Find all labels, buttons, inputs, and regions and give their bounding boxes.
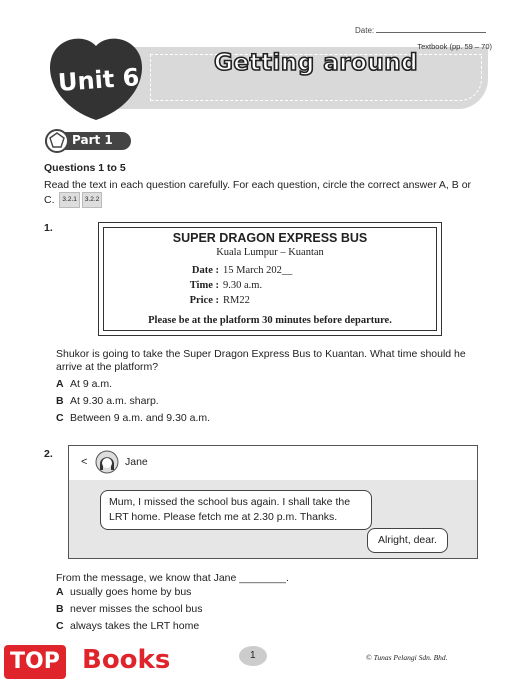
notice-price-row: Price : RM22 — [189, 295, 250, 306]
back-icon[interactable]: < — [81, 456, 88, 468]
answer-option[interactable]: A usually goes home by bus — [56, 586, 192, 598]
part-label: Part 1 — [72, 133, 113, 147]
notice-time-row: Time : 9.30 a.m. — [189, 280, 263, 291]
textbook-reference: Textbook (pp. 59 – 70) — [417, 42, 492, 51]
notice-title: SUPER DRAGON EXPRESS BUS — [172, 231, 368, 245]
watermark-logo-books: Books — [82, 645, 171, 675]
answer-option[interactable]: C always takes the LRT home — [56, 620, 200, 632]
section-instruction: Read the text in each question carefully. For each question, circle the correct answer A, B or C. 3.2.1 3.2.2 — [44, 178, 484, 208]
notice-route: Kuala Lumpur – Kuantan — [216, 247, 324, 258]
incoming-message: Mum, I missed the school bus again. I shall take the LRT home. Please fetch me at 2.30 p.m. Thanks. — [100, 490, 372, 530]
copyright: © Tunas Pelangi Sdn. Bhd. — [366, 653, 448, 662]
skill-tag: 3.2.1 — [59, 192, 79, 208]
part-icon — [44, 128, 70, 154]
unit-label: Unit 6 — [57, 63, 141, 97]
answer-option[interactable]: B At 9.30 a.m. sharp. — [56, 395, 159, 407]
notice-date-row: Date : 15 March 202__ — [191, 265, 293, 276]
date-field: Date: — [355, 26, 486, 35]
answer-option[interactable]: A At 9 a.m. — [56, 378, 113, 390]
question-number: 1. — [44, 222, 53, 234]
answer-option[interactable]: C Between 9 a.m. and 9.30 a.m. — [56, 412, 211, 424]
unit-title: Getting around — [214, 50, 419, 76]
outgoing-message: Alright, dear. — [367, 528, 448, 553]
chat-header — [68, 445, 478, 480]
question-number: 2. — [44, 448, 53, 460]
page-number: 1 — [250, 650, 256, 661]
answer-option[interactable]: B never misses the school bus — [56, 603, 203, 615]
bus-notice — [98, 222, 442, 336]
avatar — [95, 450, 119, 474]
section-heading: Questions 1 to 5 — [44, 162, 126, 174]
watermark-logo-top: TOP — [4, 645, 66, 679]
notice-note: Please be at the platform 30 minutes before departure. — [148, 315, 392, 326]
skill-tag: 3.2.2 — [82, 192, 102, 208]
question-text: Shukor is going to take the Super Dragon Express Bus to Kuantan. What time should he arrive at the platform? — [56, 348, 466, 373]
contact-name: Jane — [125, 456, 148, 468]
question-text: From the message, we know that Jane ________. — [56, 572, 289, 584]
